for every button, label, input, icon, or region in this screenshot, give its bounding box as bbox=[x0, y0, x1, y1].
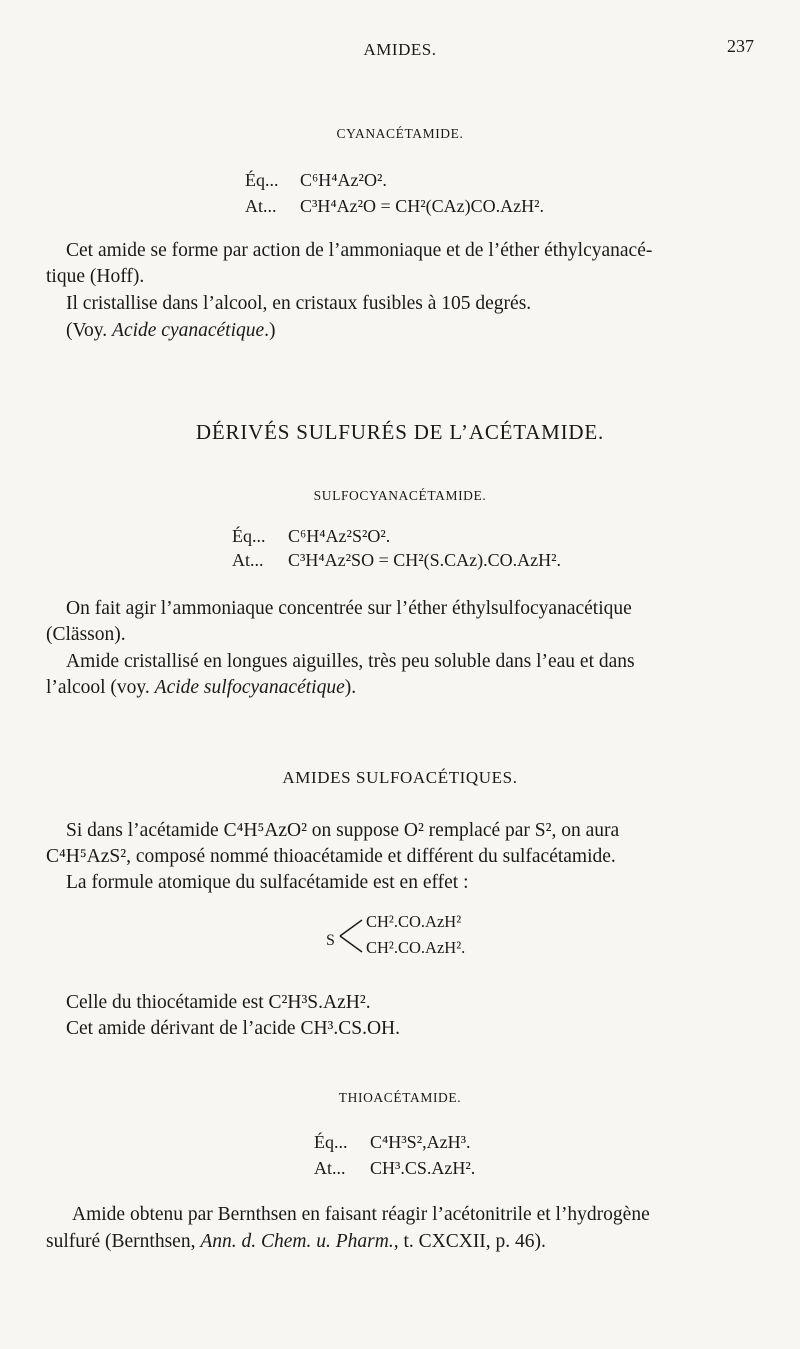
at-label: At... bbox=[314, 1158, 346, 1178]
italic-reference: Ann. d. Chem. u. Pharm. bbox=[200, 1231, 394, 1252]
paragraph-line: La formule atomique du sulfacétamide est en effet : bbox=[66, 872, 469, 893]
italic-reference: Acide cyanacétique bbox=[112, 320, 265, 341]
paragraph-line: Cet amide se forme par action de l’ammoniaque et de l’éther éthylcyanacé- bbox=[66, 240, 653, 261]
paragraph-line: Celle du thiocétamide est C²H³S.AzH². bbox=[66, 992, 371, 1013]
paragraph-line: l’alcool (voy. Acide sulfocyanacétique). bbox=[46, 677, 357, 698]
paragraph-line: sulfuré (Bernthsen, Ann. d. Chem. u. Pharm., t. CXCXII, p. 46). bbox=[46, 1231, 546, 1252]
at-formula: C³H⁴Az²SO = CH²(S.CAz).CO.AzH². bbox=[288, 550, 562, 570]
formula-bracket bbox=[336, 916, 366, 956]
formula-bottom: CH².CO.AzH². bbox=[366, 938, 466, 957]
section-title-sulfocyanacetamide: SULFOCYANACÉTAMIDE. bbox=[313, 488, 487, 503]
paragraph-line: Cet amide dérivant de l’acide CH³.CS.OH. bbox=[66, 1018, 401, 1039]
eq-formula: C⁶H⁴Az²S²O². bbox=[288, 526, 391, 546]
at-formula: CH³.CS.AzH². bbox=[370, 1158, 476, 1178]
eq-label: Éq... bbox=[232, 526, 266, 546]
section-title-thioacetamide: THIOACÉTAMIDE. bbox=[338, 1090, 462, 1105]
eq-label: Éq... bbox=[245, 170, 279, 190]
eq-formula: C⁶H⁴Az²O². bbox=[300, 170, 387, 190]
at-label: At... bbox=[245, 196, 277, 216]
paragraph-line: (Voy. Acide cyanacétique.) bbox=[66, 320, 276, 341]
paragraph-line: Amide obtenu par Bernthsen en faisant réagir l’acétonitrile et l’hydrogène bbox=[72, 1204, 650, 1225]
paragraph-line: Si dans l’acétamide C⁴H⁵AzO² on suppose O² remplacé par S², on aura bbox=[66, 820, 620, 841]
running-title: AMIDES. bbox=[363, 40, 437, 59]
at-label: At... bbox=[232, 550, 264, 570]
at-formula: C³H⁴Az²O = CH²(CAz)CO.AzH². bbox=[300, 196, 544, 216]
page-number: 237 bbox=[727, 36, 754, 56]
eq-formula: C⁴H³S²,AzH³. bbox=[370, 1132, 471, 1152]
paragraph-line: Il cristallise dans l’alcool, en cristaux fusibles à 105 degrés. bbox=[66, 293, 532, 314]
paragraph-line: C⁴H⁵AzS², composé nommé thioacétamide et différent du sulfacétamide. bbox=[46, 846, 616, 867]
italic-reference: Acide sulfocyanacétique bbox=[154, 677, 345, 698]
section-title-derives: DÉRIVÉS SULFURÉS DE L’ACÉTAMIDE. bbox=[195, 420, 605, 444]
section-title-sulfoacetiques: AMIDES SULFOACÉTIQUES. bbox=[282, 768, 518, 787]
paragraph-line: Amide cristallisé en longues aiguilles, très peu soluble dans l’eau et dans bbox=[66, 651, 635, 672]
paragraph-line: (Clässon). bbox=[46, 624, 126, 645]
paragraph-line: On fait agir l’ammoniaque concentrée sur l’éther éthylsulfocyanacétique bbox=[66, 598, 632, 619]
eq-label: Éq... bbox=[314, 1132, 348, 1152]
formula-sulfur: S bbox=[326, 932, 335, 949]
paragraph-line: tique (Hoff). bbox=[46, 266, 145, 287]
section-title-cyanacetamide: CYANACÉTAMIDE. bbox=[336, 126, 464, 141]
formula-top: CH².CO.AzH² bbox=[366, 912, 462, 931]
